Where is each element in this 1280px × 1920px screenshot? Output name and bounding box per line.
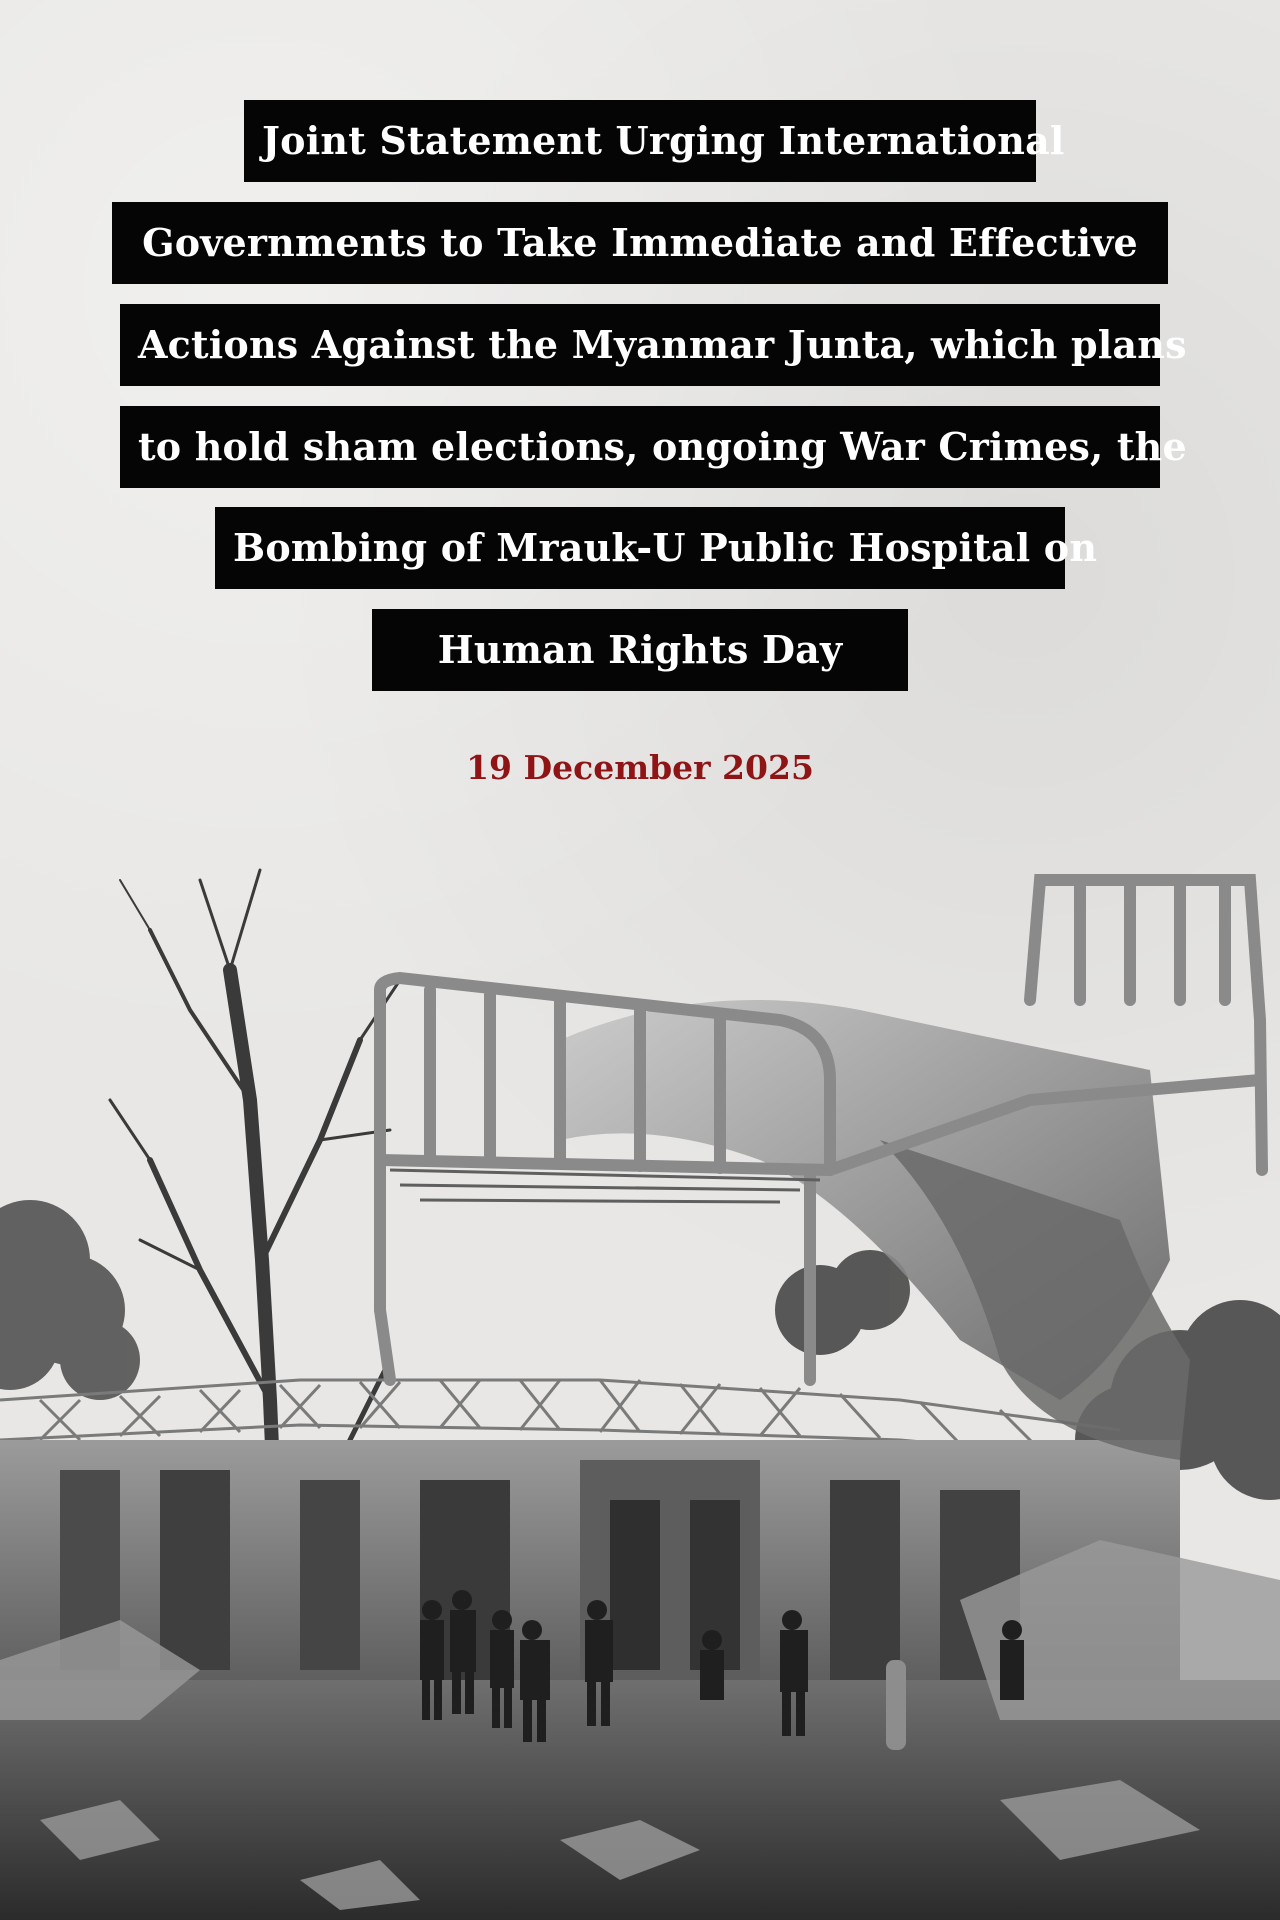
title-line-4	[0, 406, 1280, 488]
title-line-3-text: Actions Against the Myanmar Junta, which plans	[120, 304, 1160, 386]
tree-foliage-icon	[0, 1200, 140, 1400]
title-line-2-text: Governments to Take Immediate and Effective	[112, 202, 1168, 284]
title-line-3	[0, 304, 1280, 386]
ruins-illustration	[0, 840, 1280, 1920]
title-line-6	[0, 609, 1280, 691]
statement-date: 19 December 2025	[466, 748, 814, 787]
gas-cylinder-icon	[886, 1660, 906, 1750]
title-line-5	[0, 507, 1280, 589]
title-line-5-text: Bombing of Mrauk-U Public Hospital on	[215, 507, 1065, 589]
damaged-hospital-bed-icon	[380, 880, 1262, 1460]
title-line-2	[0, 202, 1280, 284]
title-line-1	[0, 100, 1280, 182]
bombed-hospital-ruins-photo	[0, 840, 1280, 1920]
title-line-1-text: Joint Statement Urging International	[244, 100, 1036, 182]
title-line-4-text: to hold sham elections, ongoing War Crimes, the	[120, 406, 1160, 488]
title-line-6-text: Human Rights Day	[372, 609, 908, 691]
